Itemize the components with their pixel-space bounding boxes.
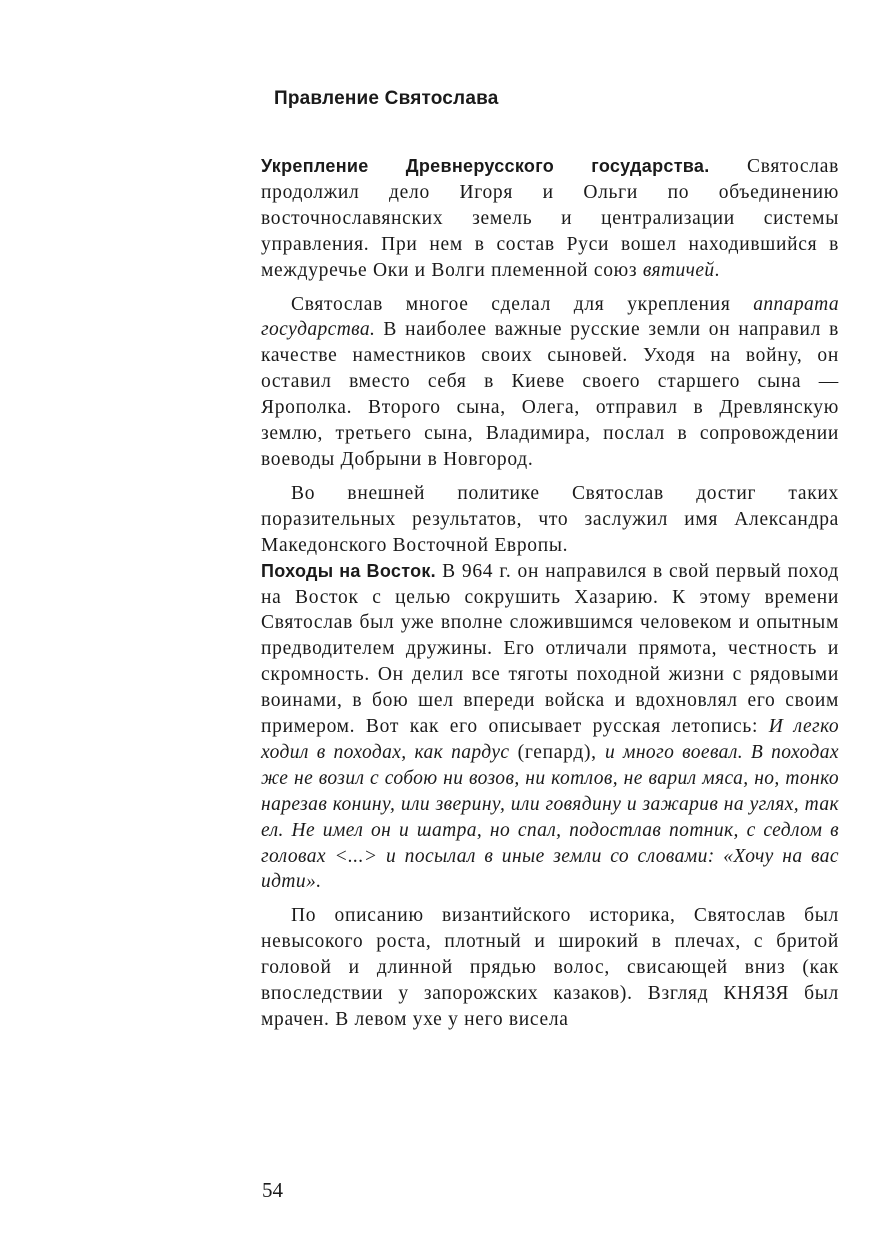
paragraph-byzantine-description bbox=[261, 903, 839, 1033]
chronicle-quote: и много воевал. В походах же не возил с собою ни возов, ни котлов, не варил мяса, но, тонко нарезав конину, или зверину, или говядину и зажарив на углях, так ел. Не имел он и шатра, но спал, подостлав потник, с седлом в головах <...> и посылал в иные земли со словами: «Хочу на вас идти». bbox=[261, 741, 839, 893]
paragraph-text: В наиболее важные русские земли он направил в качестве наместников своих сыновей. Уходя на войну, он оставил вместо себя в Киеве своего старшего сына — Ярополка. Второго сына, Олега, отправил в Древлянскую землю, третьего сына, Владимира, послал в сопровождении воеводы Добрыни в Новгород. bbox=[261, 319, 839, 470]
paragraph-text: В 964 г. он направился в свой первый поход на Восток с целью сокрушить Хазарию. К этому времени Святослав был уже вполне сложившимся человеком и опытным предводителем дружины. Его отличали прямота, честность и скромность. Он делил все тяготы походной жизни с рядовыми воинами, в бою шел впереди войска и вдохновлял его своим примером. Вот как его описывает русская летопись: bbox=[261, 560, 839, 738]
paragraph-text: По описанию византийского историка, Святослав был невысокого роста, плотный и широкий в плечах, с бритой головой и длинной прядью волос, свисающей вниз (как впоследствии у запорожских казаков). Взгляд КНЯЗЯ был мрачен. В левом ухе у него висела bbox=[261, 905, 839, 1030]
body-text bbox=[261, 154, 839, 1033]
italic-term: аппарата государства. bbox=[261, 293, 839, 341]
section-title-strengthening: Укрепление Древнерусского государства. bbox=[261, 156, 710, 176]
paragraph-eastern-campaigns bbox=[261, 559, 839, 896]
paragraph-text: Святослав продолжил дело Игоря и Ольги по объединению восточнославянских земель и централизации системы управления. При нем в состав Руси вошел находившийся в междуречье Оки и Волги племенной союз bbox=[261, 156, 839, 281]
paragraph-text: Во внешней политике Святослав достиг таких поразительных результатов, что заслужил имя Александра Македонского Восточной Европы. bbox=[261, 482, 839, 556]
paragraph-state-apparatus bbox=[261, 292, 839, 473]
paragraph-text: (гепард), bbox=[509, 741, 605, 763]
italic-term: вятичей bbox=[642, 259, 715, 281]
paragraph-foreign-policy bbox=[261, 481, 839, 559]
page-heading: Правление Святослава bbox=[274, 88, 499, 109]
paragraph-text: . bbox=[714, 259, 721, 281]
paragraph-strengthening bbox=[261, 154, 839, 284]
page-number: 54 bbox=[262, 1178, 283, 1202]
chronicle-quote: И легко ходил в походах, как пардус bbox=[261, 716, 839, 763]
section-title-east: Походы на Восток. bbox=[261, 560, 436, 581]
paragraph-text: Святослав многое сделал для укрепления bbox=[291, 293, 754, 315]
